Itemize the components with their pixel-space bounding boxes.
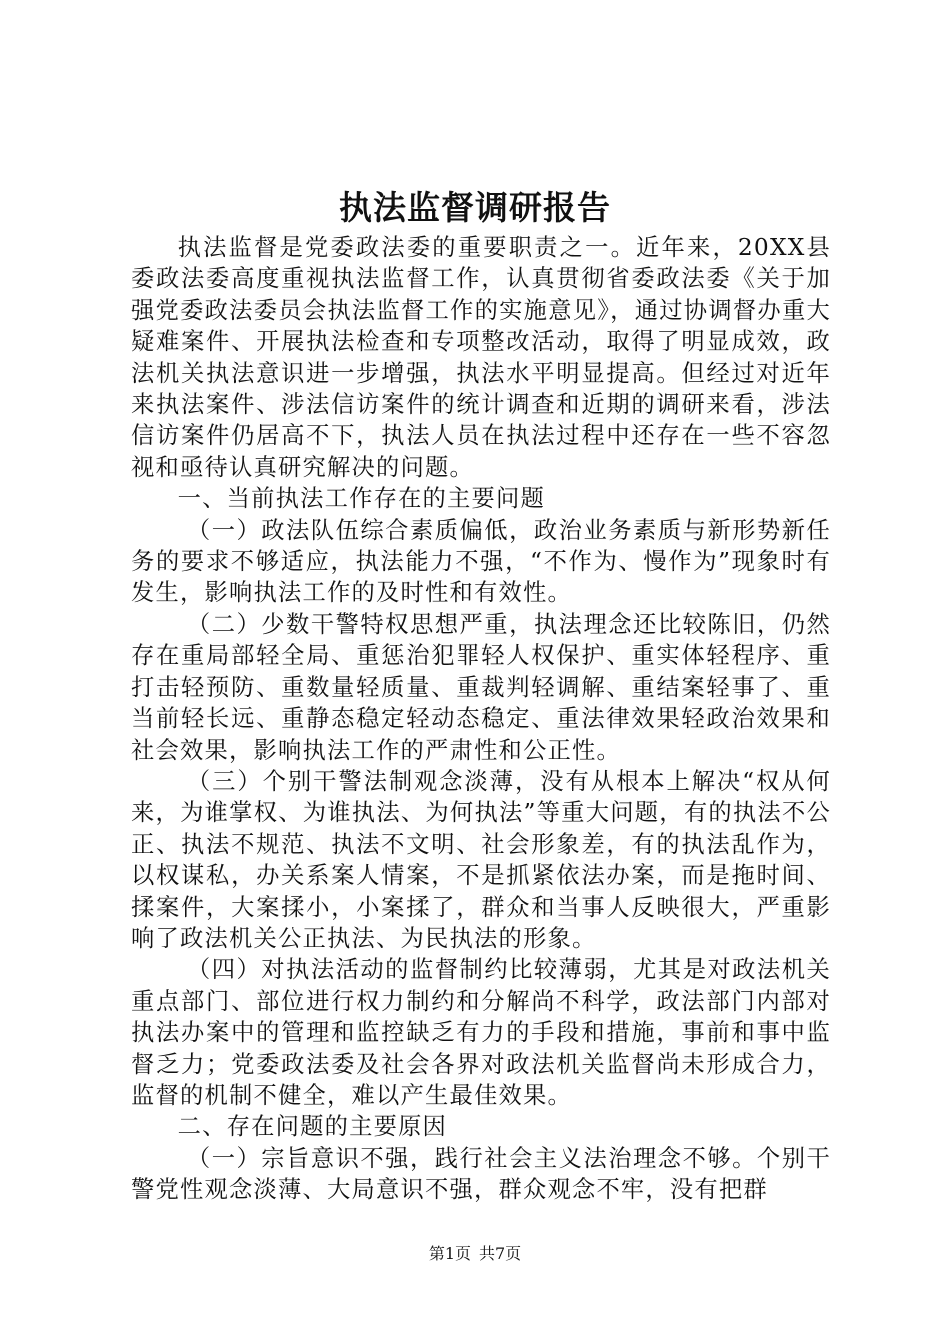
- paragraph-2-1: （一）宗旨意识不强，践行社会主义法治理念不够。个别干警党性观念淡薄、大局意识不强，群众观念不牢，没有把群: [131, 1144, 831, 1204]
- page-total: 共7页: [479, 1244, 522, 1263]
- paragraph-1-4: （四）对执法活动的监督制约比较薄弱，尤其是对政法机关重点部门、部位进行权力制约和分解尚不科学，政法部门内部对执法办案中的管理和监控缺乏有力的手段和措施，事前和事中监督乏力；党委政法委及社会各界对政法机关监督尚未形成合力，监督的机制不健全，难以产生最佳效果。: [131, 956, 831, 1109]
- document-title: 执法监督调研报告: [339, 188, 611, 227]
- paragraph-1-3: （三）个别干警法制观念淡薄，没有从根本上解决“权从何来，为谁掌权、为谁执法、为何执法”等重大问题，有的执法不公正、执法不规范、执法不文明、社会形象差，有的执法乱作为，以权谋私，办关系案人情案，不是抓紧依法办案，而是拖时间、揉案件，大案揉小，小案揉了，群众和当事人反映很大，严重影响了政法机关公正执法、为民执法的形象。: [131, 767, 831, 952]
- page-number: 第1页: [428, 1244, 471, 1263]
- document-body: [131, 232, 831, 1206]
- paragraph-1-2: （二）少数干警特权思想严重，执法理念还比较陈旧，仍然存在重局部轻全局、重惩治犯罪轻人权保护、重实体轻程序、重打击轻预防、重数量轻质量、重裁判轻调解、重结案轻事了、重当前轻长远、重静态稳定轻动态稳定、重法律效果轻政治效果和社会效果，影响执法工作的严肃性和公正性。: [131, 610, 831, 764]
- section-heading-1: 一、当前执法工作存在的主要问题: [177, 485, 546, 513]
- section-heading-2: 二、存在问题的主要原因: [177, 1113, 448, 1141]
- paragraph-1-1: （一）政法队伍综合素质偏低，政治业务素质与新形势新任务的要求不够适应，执法能力不强，“不作为、慢作为”现象时有发生，影响执法工作的及时性和有效性。: [131, 516, 831, 607]
- page-footer: [0, 1244, 950, 1264]
- intro-paragraph: 执法监督是党委政法委的重要职责之一。近年来，20XX县委政法委高度重视执法监督工作，认真贯彻省委政法委《关于加强党委政法委员会执法监督工作的实施意见》，通过协调督办重大疑难案件、开展执法检查和专项整改活动，取得了明显成效，政法机关执法意识进一步增强，执法水平明显提高。但经过对近年来执法案件、涉法信访案件的统计调查和近期的调研来看，涉法信访案件仍居高不下，执法人员在执法过程中还存在一些不容忽视和亟待认真研究解决的问题。: [131, 234, 831, 481]
